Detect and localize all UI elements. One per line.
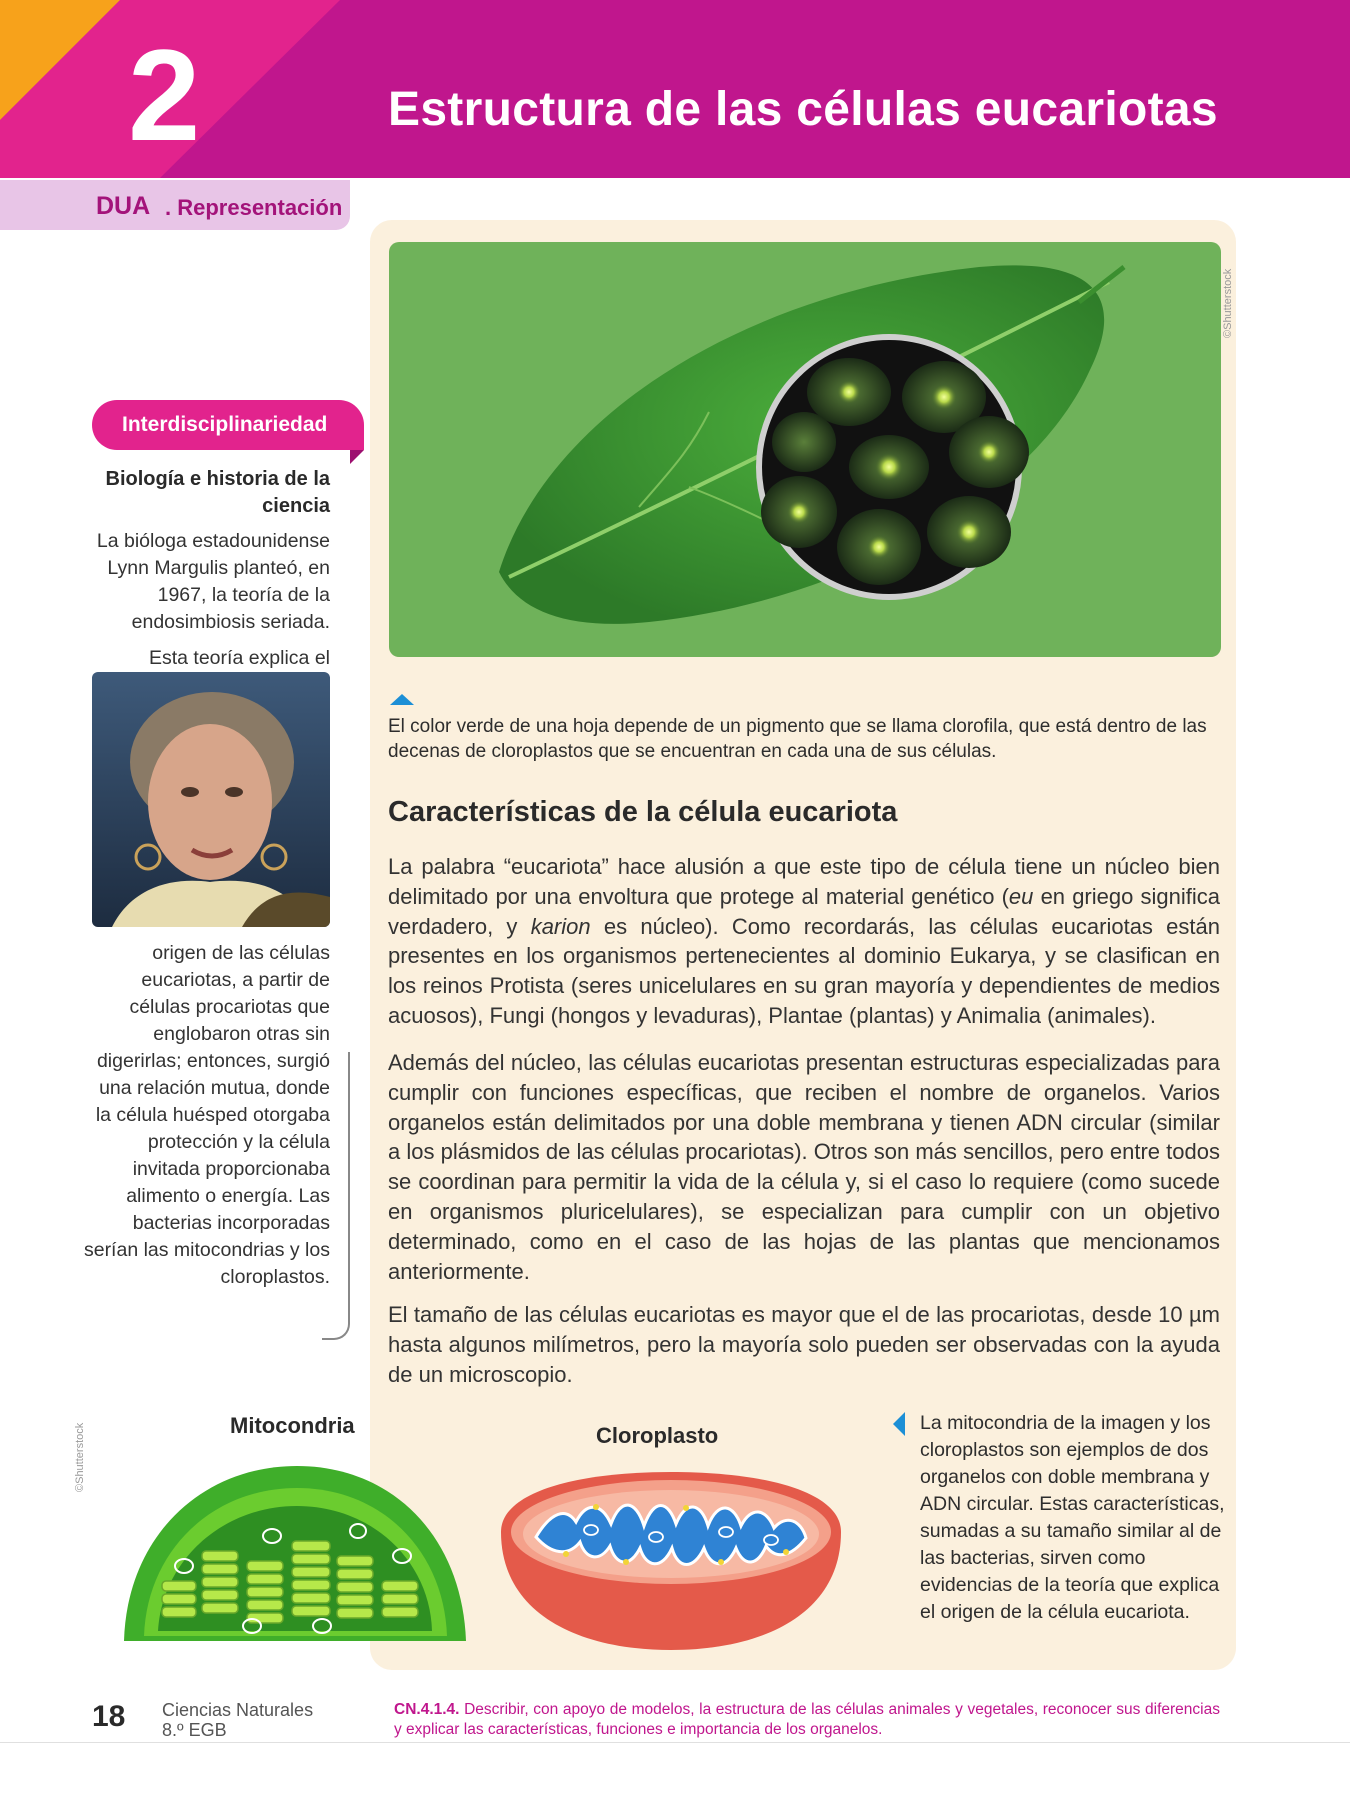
paragraph-1-text-b: en griego significa verdadero, y bbox=[388, 883, 1220, 939]
chapter-header bbox=[0, 0, 1350, 178]
footer-skill-standard bbox=[394, 1700, 1220, 1740]
photo-credit-top bbox=[1222, 268, 1291, 350]
paragraph-3: El tamaño de las células eucariotas es mayor que el de las procariotas, desde 10 µm hasta algunos milímetros, pero la mayoría solo pueden ser observadas con la ayuda de un microscopio. bbox=[388, 1302, 1220, 1387]
credit-text: ©Shutterstock bbox=[1222, 268, 1234, 338]
page-title: Estructura de las células eucariotas bbox=[388, 83, 1218, 136]
chapter-number: 2 bbox=[128, 22, 201, 168]
skill-text: Describir, con apoyo de modelos, la estructura de las células animales y vegetales, reconocer sus diferencias y explicar las características, funciones e importancia de los organelos. bbox=[394, 1701, 1220, 1738]
dua-label: DUA bbox=[96, 192, 151, 220]
sidebar-heading: Biología e historia de la ciencia bbox=[105, 468, 330, 517]
footer-subject bbox=[162, 1700, 313, 1740]
interdisciplinary-tab-label: Interdisciplinariedad bbox=[122, 413, 328, 436]
page-number: 18 bbox=[92, 1700, 126, 1733]
dua-tag bbox=[0, 180, 350, 230]
portrait-svg bbox=[92, 672, 330, 927]
paragraph-2: Además del núcleo, las células eucariotas presentan estructuras especializadas para cumplir con funciones específicas, que reciben el nombre de organelos. Varios organelos están delimitados por una doble membrana y tienen ADN circular (similar a los plásmidos de las células procariotas). Otros son más sencillos, pero entre todos se coordinan para permitir la vida de la célula y, si el caso lo requiere (como sucede en organismos pluricelulares), se especializan para cumplir con un objetivo determinado, como en el caso de las hojas de las plantas que mencionamos anteriormente. bbox=[388, 1050, 1220, 1284]
paragraph-1-text-a: La palabra “eucariota” hace alusión a que este tipo de célula tiene un núcleo bien delimitado por una envoltura que protege al material genético ( bbox=[388, 854, 1220, 909]
photo-credit-left: ©Shutterstock bbox=[74, 1422, 86, 1492]
footer-divider bbox=[0, 1742, 1350, 1743]
paragraph-1-term-karion: karion bbox=[530, 913, 591, 939]
mitochondrion-illustration bbox=[496, 1462, 846, 1652]
caption-arrow-icon bbox=[390, 694, 414, 705]
leaf-figure-caption: El color verde de una hoja depende de un pigmento que se llama clorofila, que está dentro de las decenas de cloroplastos que se encuentran en cada una de sus células. bbox=[388, 716, 1207, 762]
dua-subtitle: . Representación bbox=[165, 195, 343, 220]
interdisciplinary-tab bbox=[92, 400, 364, 450]
section-heading: Características de la célula eucariota bbox=[388, 796, 898, 828]
footer-subject-line-1: Ciencias Naturales bbox=[162, 1700, 314, 1720]
leaf-svg bbox=[389, 242, 1221, 657]
sidebar-text-2: Esta teoría explica el bbox=[148, 647, 330, 669]
paragraph-1-text-c: es núcleo). Como recordarás, las células eucariotas están presentes en los organismos pertenecientes al dominio Eukarya, y se clasifican en los reinos Protista (seres unicelulares en su gran mayoría y dependientes de medios acuosos), Fungi (hongos y levaduras), Plantae (plantas) y Animalia (animales). bbox=[388, 913, 1221, 1028]
paragraph-1-term-eu: eu bbox=[1008, 883, 1034, 909]
footer-subject-line-2: 8.º EGB bbox=[162, 1720, 227, 1740]
leaf-chloroplast-illustration bbox=[389, 242, 1221, 657]
organelles-caption: La mitocondria de la imagen y los cloroplastos son ejemplos de dos organelos con doble membrana y ADN circular. Estas características, sumadas a su tamaño similar al de las bacterias, sirven como evidencias de la teoría que explica el origen de la célula eucariota. bbox=[920, 1412, 1225, 1623]
organelle-label-right: Cloroplasto bbox=[596, 1423, 719, 1448]
sidebar-text-1: La bióloga estadounidense Lynn Margulis planteó, en 1967, la teoría de la endosimbiosis seriada. bbox=[96, 530, 330, 633]
organelle-label-left: Mitocondria bbox=[230, 1413, 355, 1438]
sidebar-text-3: origen de las células eucariotas, a partir de células procariotas que englobaron otras sin digerirlas; entonces, surgió una relación mutua, donde la célula huésped otorgaba protección y la célula invitada proporcionaba alimento o energía. Las bacterias incorporadas serían las mitocondrias y los cloroplastos. bbox=[83, 942, 330, 1288]
header-orange-stripe bbox=[0, 0, 120, 120]
chloroplast-svg bbox=[122, 1456, 468, 1656]
tab-fold-shape bbox=[350, 450, 364, 464]
lynn-margulis-portrait bbox=[92, 672, 330, 927]
mitochondrion-svg bbox=[496, 1462, 846, 1652]
chloroplast-illustration bbox=[122, 1456, 468, 1656]
paragraph-1 bbox=[388, 852, 1220, 1031]
caption-arrow-left-icon bbox=[893, 1412, 905, 1436]
sidebar-border-line bbox=[322, 1052, 350, 1340]
skill-code: CN.4.1.4. bbox=[394, 1701, 460, 1718]
